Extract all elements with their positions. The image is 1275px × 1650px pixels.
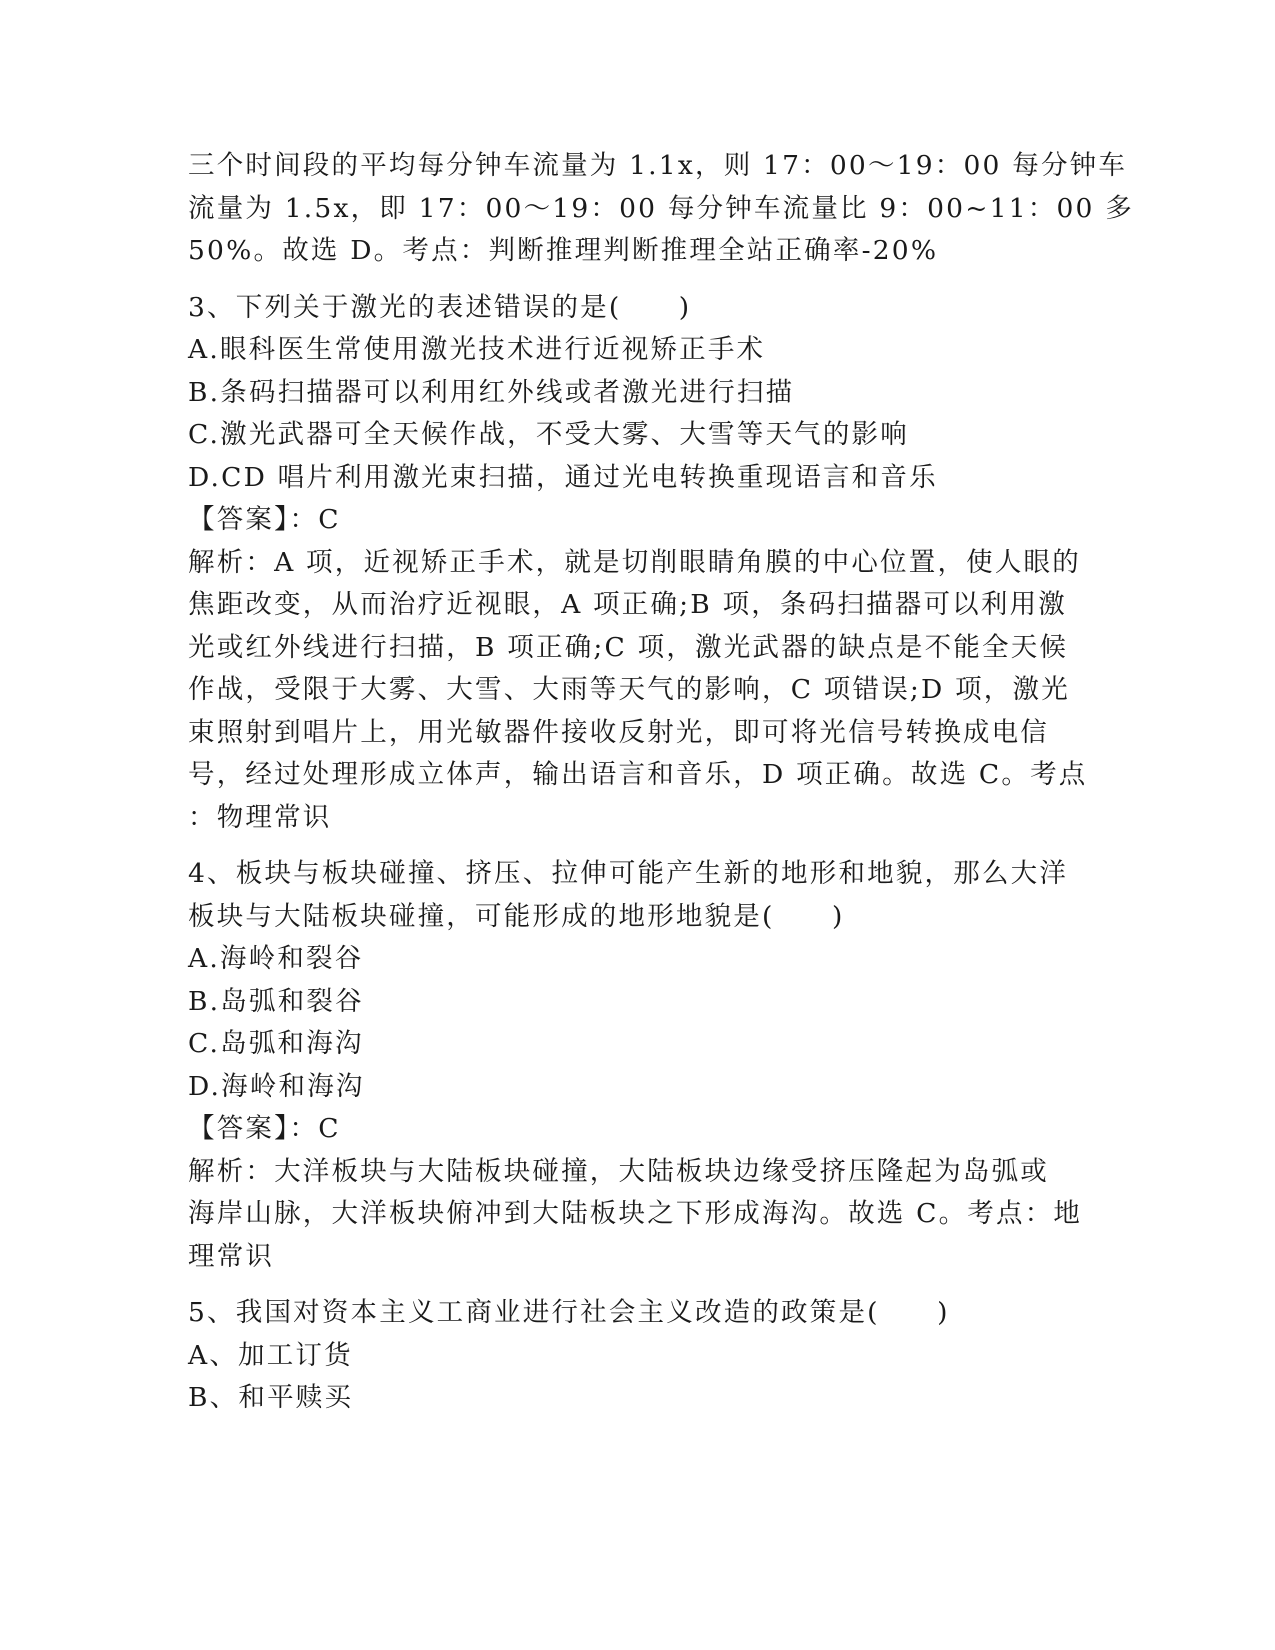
spacer	[188, 839, 1088, 853]
option-c: C.岛弧和海沟	[188, 1028, 364, 1059]
option-a: A.眼科医生常使用激光技术进行近视矫正手术	[188, 334, 766, 365]
analysis-line: 焦距改变，从而治疗近视眼，A 项正确;B 项，条码扫描器可以利用激	[188, 589, 1067, 620]
spacer	[188, 273, 1088, 287]
option-b: B、和平赎买	[188, 1382, 354, 1413]
answer-label: 【答案】：C	[188, 504, 341, 535]
analysis-line: 作战，受限于大雾、大雪、大雨等天气的影响，C 项错误;D 项，激光	[188, 674, 1070, 705]
analysis-line: 理常识	[188, 1240, 275, 1272]
analysis-line: 束照射到唱片上，用光敏器件接收反射光，即可将光信号转换成电信	[188, 716, 1049, 748]
option-d: D.CD 唱片利用激光束扫描，通过光电转换重现语言和音乐	[188, 461, 938, 493]
analysis-line: 号，经过处理形成立体声，输出语言和音乐，D 项正确。故选 C。考点	[188, 759, 1088, 790]
question-stem: 板块与大陆板块碰撞，可能形成的地形地貌是( )	[188, 900, 845, 932]
option-a: A.海岭和裂谷	[188, 943, 364, 974]
text-line: 流量为 1.5x，即 17：00～19：00 每分钟车流量比 9：00~11：00 多	[188, 192, 1134, 224]
document-body	[188, 145, 1134, 1420]
analysis-line: 光或红外线进行扫描，B 项正确;C 项，激光武器的缺点是不能全天候	[188, 631, 1069, 663]
question-5	[188, 1292, 1088, 1420]
question-3	[188, 287, 1088, 840]
analysis-line: 海岸山脉，大洋板块俯冲到大陆板块之下形成海沟。故选 C。考点：地	[188, 1198, 1083, 1229]
option-a: A、加工订货	[188, 1339, 353, 1371]
question-stem: 3、下列关于激光的表述错误的是( )	[188, 291, 692, 323]
analysis-line: 解析：A 项，近视矫正手术，就是切削眼睛角膜的中心位置，使人眼的	[188, 546, 1081, 578]
previous-explanation	[188, 145, 1134, 273]
option-d: D.海岭和海沟	[188, 1070, 365, 1102]
question-stem: 4、板块与板块碰撞、挤压、拉伸可能产生新的地形和地貌，那么大洋	[188, 858, 1069, 889]
option-b: B.岛弧和裂谷	[188, 985, 364, 1017]
question-4	[188, 853, 1088, 1278]
option-b: B.条码扫描器可以利用红外线或者激光进行扫描	[188, 376, 795, 408]
text-line: 三个时间段的平均每分钟车流量为 1.1x，则 17：00～19：00 每分钟车	[188, 150, 1128, 181]
question-stem: 5、我国对资本主义工商业进行社会主义改造的政策是( )	[188, 1297, 950, 1328]
analysis-line: 解析：大洋板块与大陆板块碰撞，大陆板块边缘受挤压隆起为岛弧或	[188, 1155, 1049, 1187]
text-line: 50%。故选 D。考点：判断推理判断推理全站正确率-20%	[188, 235, 939, 266]
answer-label: 【答案】：C	[188, 1113, 341, 1144]
spacer	[188, 1278, 1088, 1292]
analysis-line: ：物理常识	[188, 801, 332, 833]
option-c: C.激光武器可全天候作战，不受大雾、大雪等天气的影响	[188, 419, 909, 450]
